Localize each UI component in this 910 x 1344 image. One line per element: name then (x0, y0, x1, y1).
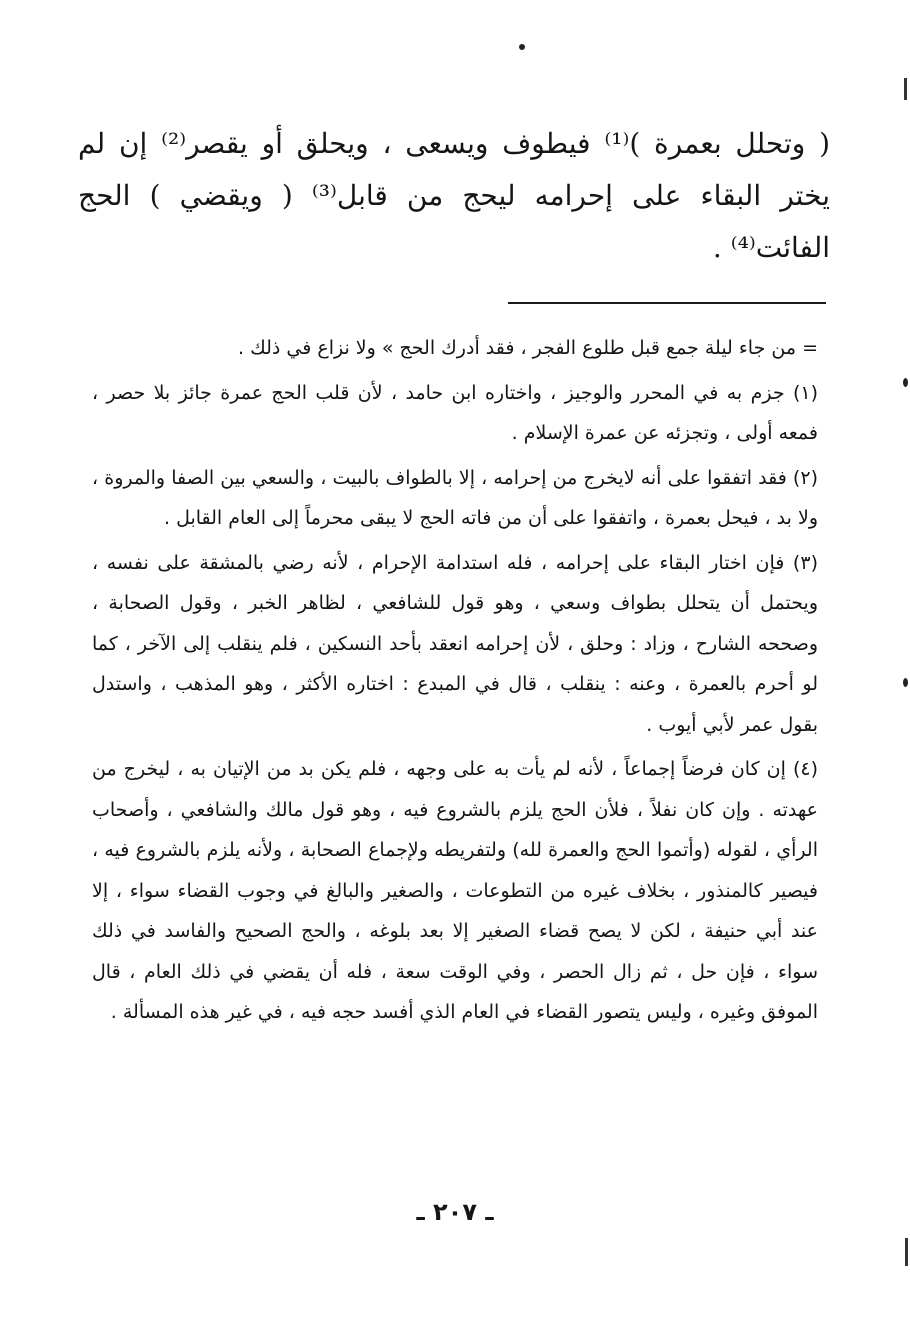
scan-edge-mark-top (904, 78, 907, 100)
main-paragraph: ( وتحلل بعمرة )⁽¹⁾ فيطوف ويسعى ، ويحلق أو يقصر⁽²⁾ إن لم يختر البقاء على إحرامه ليحج من قابل⁽³⁾ ( ويقضي ) الحج الفائت⁽⁴⁾ . (78, 127, 831, 264)
main-text-block (78, 118, 830, 274)
footnote-separator-line (508, 302, 826, 304)
scan-edge-mark-bottom (905, 1238, 908, 1266)
footnote-3: (٣) فإن اختار البقاء على إحرامه ، فله استدامة الإحرام ، لأنه رضي بالمشقة على نفسه ، ويحتمل أن يتحلل بطواف وسعي ، وهو قول للشافعي ، لظاهر الخبر ، وقول الصحابة ، وصححه الشارح ، وزاد : وحلق ، لأن إحرامه انعقد بأحد النسكين ، فلم ينقلب إلى الآخر ، كما لو أحرم بالعمرة ، وعنه : ينقلب ، قال في المبدع : اختاره الأكثر ، وهو المذهب ، واستدل بقول عمر لأبي أيوب . (92, 551, 818, 736)
footnote-4: (٤) إن كان فرضاً إجماعاً ، لأنه لم يأت به على وجهه ، فلم يكن بد من الإتيان به ، ليخرج من عهدته . وإن كان نفلاً ، فلأن الحج يلزم بالشروع فيه ، وهو قول مالك والشافعي ، وأصحاب الرأي ، لقوله (وأتموا الحج والعمرة لله) ولتفريطه ولإجماع الصحابة ، ولأنه يلزم بالشروع فيه ، فيصير كالمنذور ، بخلاف غيره من التطوعات ، والصغير والبالغ في وجوب القضاء سواء ، إلا عند أبي حنيفة ، لكن لا يصح قضاء الصغير إلا بعد بلوغه ، والحج الصحيح والفاسد في ذلك سواء ، فإن حل ، ثم زال الحصر ، وفي الوقت سعة ، فله أن يقضي في ذلك العام ، قال الموفق وغيره ، وليس يتصور القضاء في العام الذي أفسد حجه فيه ، في غير هذه المسألة . (92, 758, 818, 1023)
ink-speck-top (519, 44, 525, 50)
ink-speck-right-2 (903, 678, 908, 687)
footnote-2: (٢) فقد اتفقوا على أنه لايخرج من إحرامه ، إلا بالطواف بالبيت ، والسعي بين الصفا والمروة ، ولا بد ، فيحل بعمرة ، واتفقوا على أن من فاته الحج لا يبقى محرماً إلى العام القابل . (92, 466, 818, 529)
ink-speck-right-1 (903, 378, 908, 387)
footnote-1: (١) جزم به في المحرر والوجيز ، واختاره ابن حامد ، لأن قلب الحج عمرة جائز بلا حصر ، فمعه أولى ، وتجزئه عن عمرة الإسلام . (92, 381, 818, 444)
footnotes-block (92, 328, 818, 1037)
page-number: ـ ٢٠٧ ـ (416, 1198, 494, 1226)
footnote-continuation: = من جاء ليلة جمع قبل طلوع الفجر ، فقد أدرك الحج » ولا نزاع في ذلك . (238, 337, 818, 359)
